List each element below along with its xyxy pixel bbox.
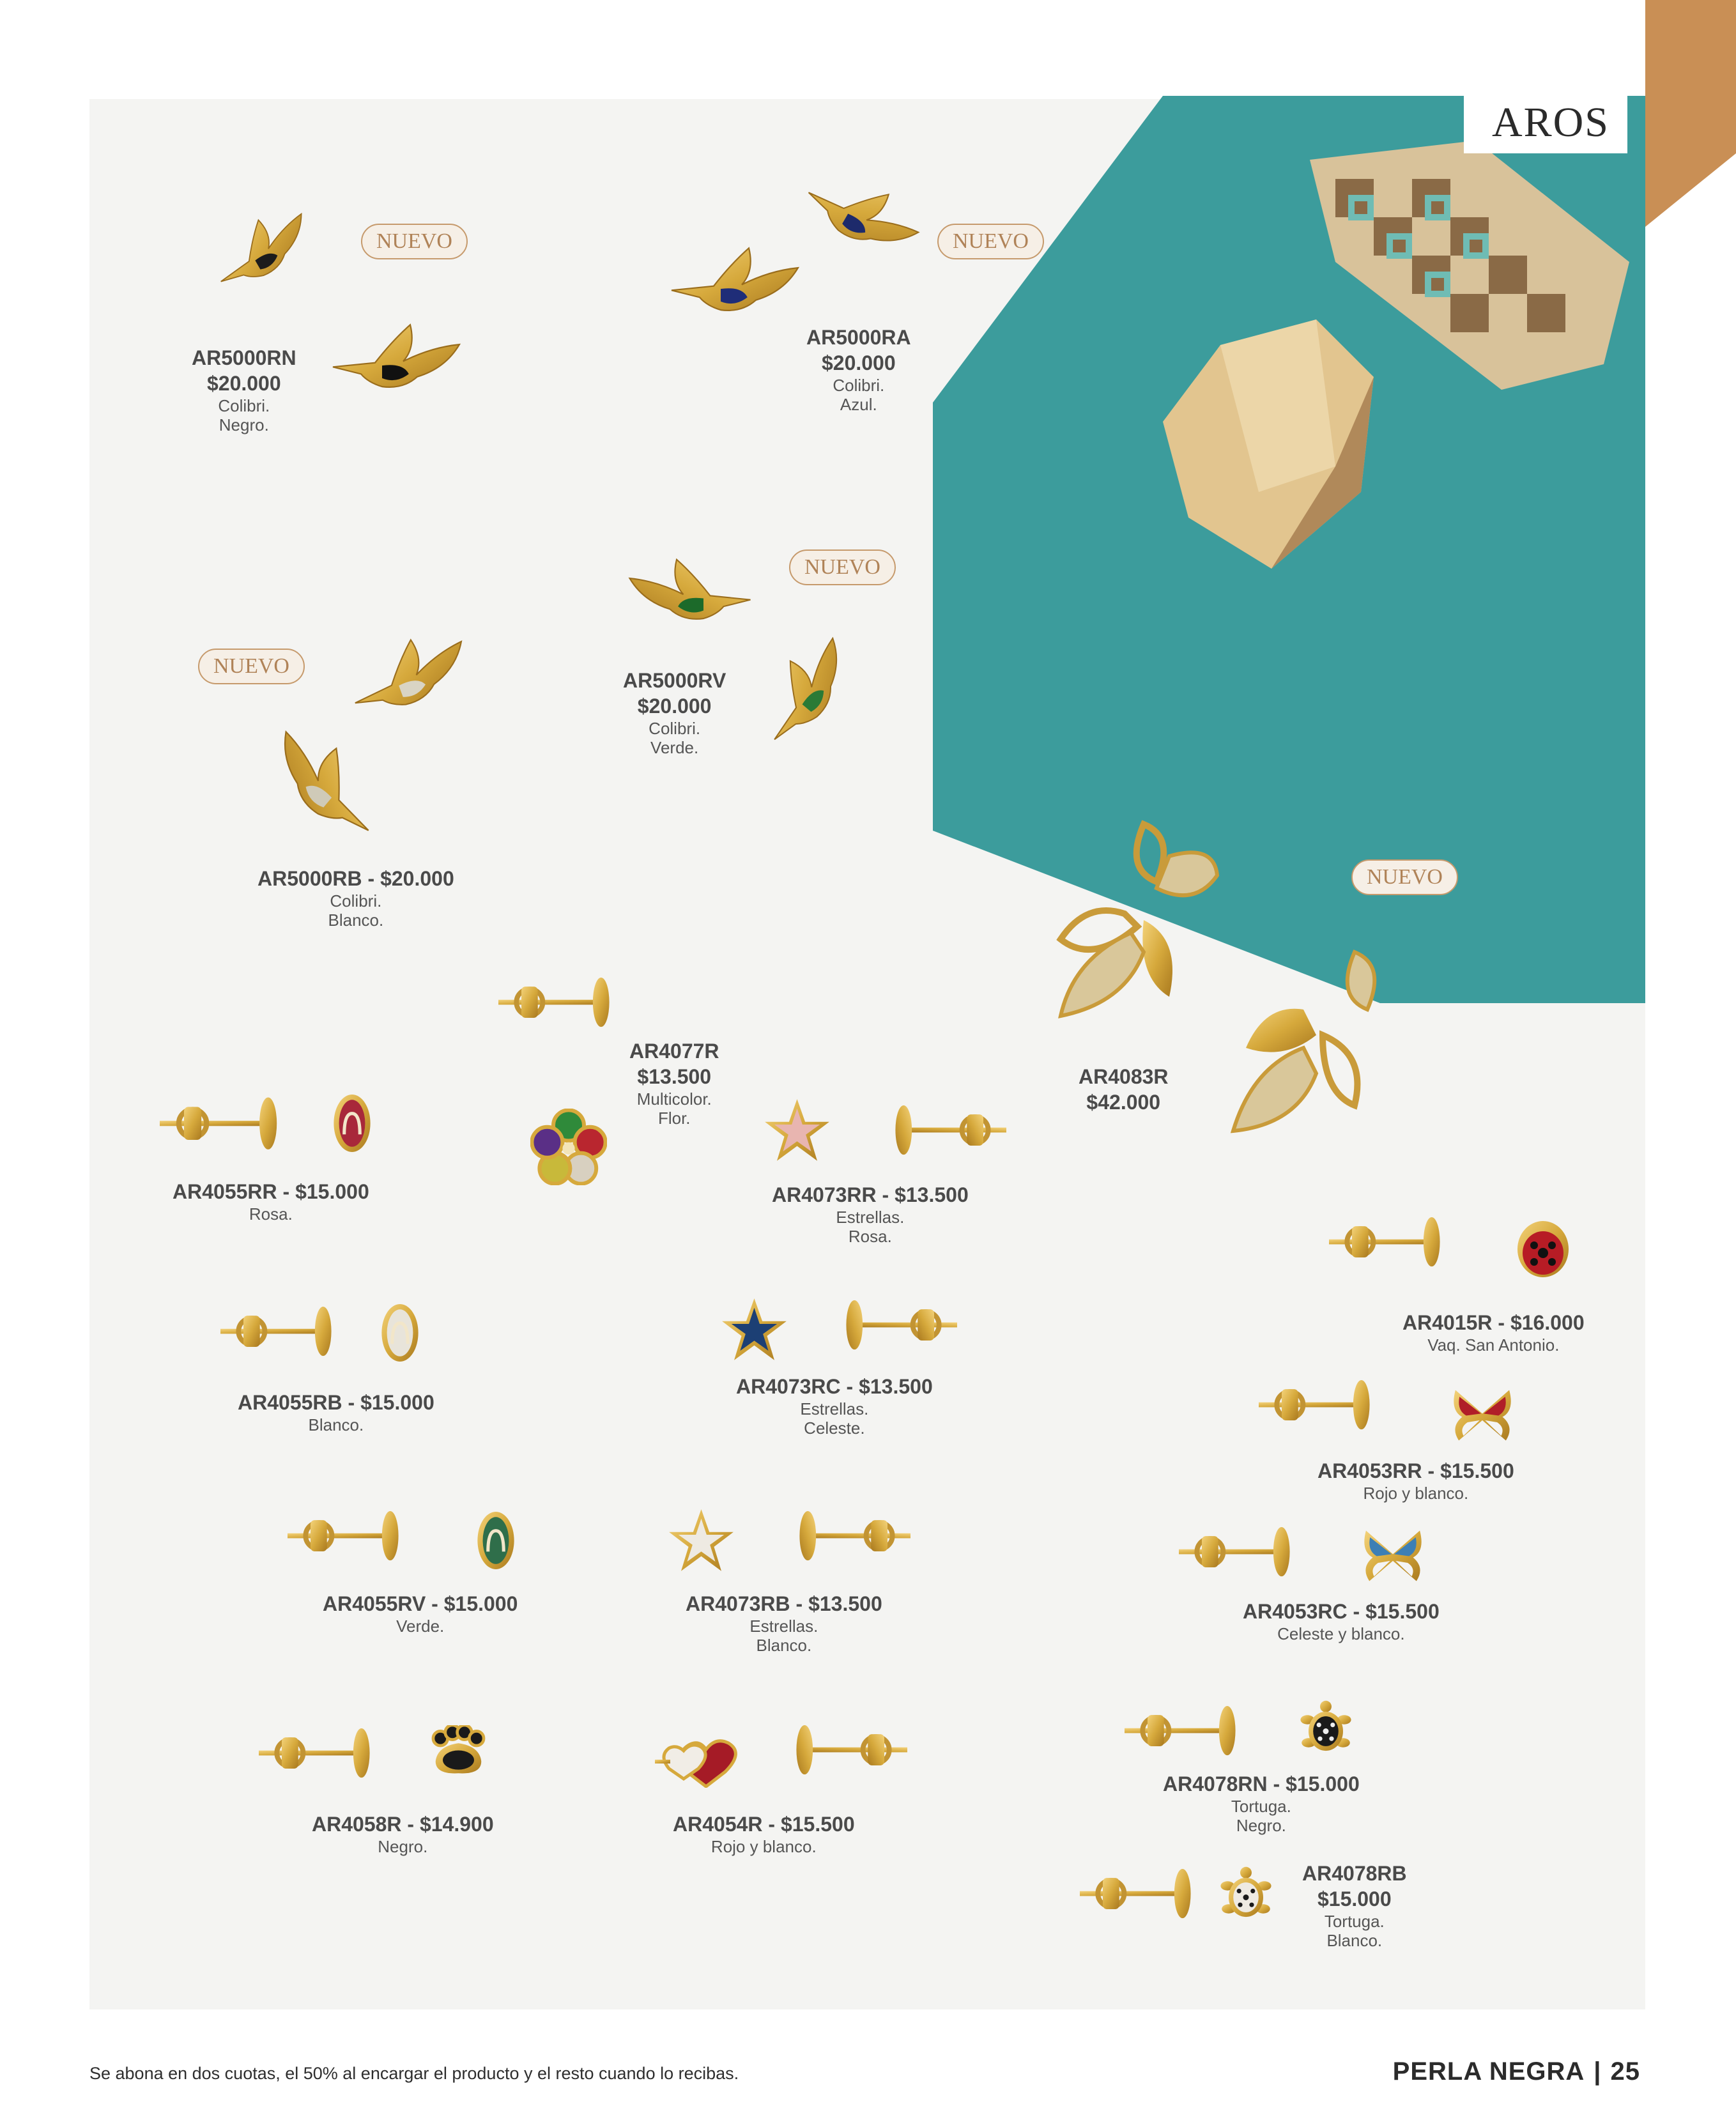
stud-post-back <box>1080 1866 1195 1930</box>
product-label-ar4073rc: AR4073RC - $13.500 Estrellas. Celeste. <box>736 1375 933 1438</box>
turtle-earring-black <box>1297 1700 1355 1757</box>
product-label-ar4073rr: AR4073RR - $13.500 Estrellas. Rosa. <box>772 1183 969 1246</box>
product-label-ar4073rb: AR4073RB - $13.500 Estrellas. Blanco. <box>686 1592 882 1655</box>
product-label-ar4054r: AR4054R - $15.500 Rojo y blanco. <box>673 1813 855 1856</box>
product-label-ar4078rb: AR4078RB $15.000 Tortuga. Blanco. <box>1302 1862 1407 1950</box>
brand-name: PERLA NEGRA <box>1392 2057 1585 2086</box>
product-label-ar4083r: AR4083R $42.000 <box>1079 1065 1169 1114</box>
hummingbird-earring-blue <box>799 166 926 262</box>
oval-earring-white <box>380 1303 420 1362</box>
ladybug-earring <box>1511 1217 1575 1281</box>
oval-earring-green <box>476 1511 516 1570</box>
butterfly-earring-blue <box>1358 1524 1428 1588</box>
product-label-ar5000rv: AR5000RV $20.000 Colibri. Verde. <box>623 669 726 757</box>
hummingbird-earring-black <box>326 307 466 409</box>
payment-note: Se abona en dos cuotas, el 50% al encargar el producto y el resto cuando lo recibas. <box>89 2064 739 2083</box>
wooden-blocks-image <box>1144 134 1648 581</box>
stud-post-back <box>498 968 613 1045</box>
stud-post-back <box>288 1508 403 1572</box>
stud-post-back <box>1259 1377 1374 1441</box>
new-badge: NUEVO <box>361 224 468 259</box>
product-label-ar5000rn: AR5000RN $20.000 Colibri. Negro. <box>192 346 296 434</box>
new-badge: NUEVO <box>789 549 896 585</box>
butterfly-earring-red <box>1447 1383 1517 1447</box>
footer-brand <box>1393 2057 1640 2086</box>
footer-separator: | <box>1594 2057 1602 2086</box>
corner-accent-fold <box>1645 153 1736 227</box>
star-earring-blue <box>721 1297 788 1364</box>
product-label-ar5000ra: AR5000RA $20.000 Colibri. Azul. <box>806 326 911 414</box>
stud-post-back <box>842 1297 957 1361</box>
page-number: 25 <box>1610 2057 1640 2086</box>
product-label-ar4055rr: AR4055RR - $15.000 Rosa. <box>173 1180 369 1224</box>
hummingbird-earring-white <box>256 722 396 843</box>
stud-post-back <box>1329 1214 1444 1278</box>
hummingbird-earring-white <box>342 623 476 725</box>
product-label-ar4055rv: AR4055RV - $15.000 Verde. <box>323 1592 518 1636</box>
stud-post-back <box>1125 1703 1240 1767</box>
new-badge: NUEVO <box>198 649 305 684</box>
product-label-ar4058r: AR4058R - $14.900 Negro. <box>312 1813 494 1856</box>
stud-post-back <box>795 1508 910 1572</box>
flower-earring-multicolor <box>530 1109 607 1185</box>
corner-accent-tab <box>1645 0 1736 153</box>
stud-post-back <box>891 1102 1006 1166</box>
product-label-ar5000rb: AR5000RB - $20.000 Colibri. Blanco. <box>257 867 454 930</box>
hummingbird-earring-green <box>741 633 869 748</box>
double-heart-earring <box>655 1737 748 1788</box>
oval-earring-pink <box>332 1094 372 1153</box>
leaf-drop-earring <box>1201 939 1438 1150</box>
hummingbird-earring-blue <box>664 230 805 332</box>
stud-post-back <box>792 1719 907 1789</box>
new-badge: NUEVO <box>1351 859 1458 895</box>
product-label-ar4078rn: AR4078RN - $15.000 Tortuga. Negro. <box>1163 1772 1360 1835</box>
section-title: AROS <box>1464 96 1627 153</box>
stud-post-back <box>160 1096 281 1160</box>
turtle-earring-white <box>1217 1866 1275 1923</box>
hummingbird-earring-black <box>204 204 319 294</box>
new-badge: NUEVO <box>937 224 1044 259</box>
product-label-ar4053rc: AR4053RC - $15.500 Celeste y blanco. <box>1243 1600 1440 1643</box>
product-label-ar4015r: AR4015R - $16.000 Vaq. San Antonio. <box>1402 1311 1585 1355</box>
stud-post-back <box>259 1725 374 1789</box>
product-label-ar4055rb: AR4055RB - $15.000 Blanco. <box>238 1391 434 1434</box>
stud-post-back <box>1179 1524 1294 1588</box>
star-earring-white <box>668 1508 735 1575</box>
hummingbird-earring-green <box>623 540 757 642</box>
paw-earring-black <box>428 1725 489 1776</box>
star-earring-pink <box>764 1098 831 1165</box>
product-label-ar4053rr: AR4053RR - $15.500 Rojo y blanco. <box>1317 1459 1514 1503</box>
product-label-ar4077r: AR4077R $13.500 Multicolor. Flor. <box>629 1040 719 1128</box>
stud-post-back <box>220 1303 335 1367</box>
